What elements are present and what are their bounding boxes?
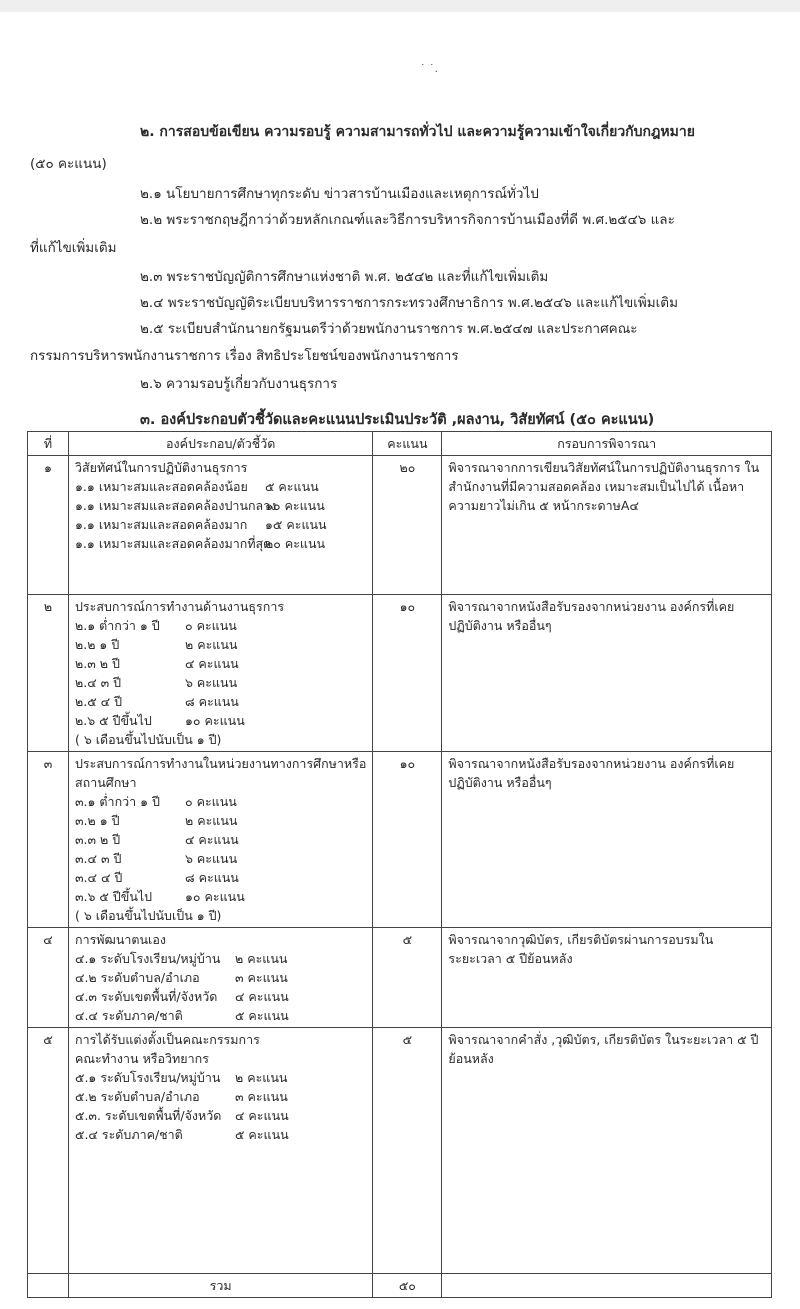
criteria-line: ปฏิบัติงาน หรืออื่นๆ xyxy=(448,775,552,790)
sub-item-points: ๘ คะแนน xyxy=(185,694,239,709)
table-header-row xyxy=(28,432,772,456)
section2-item: ๒.๓ พระราชบัญญัติการศึกษาแห่งชาติ พ.ศ. ๒๕๔๒ และที่แก้ไขเพิ่มเติม xyxy=(140,269,549,285)
sub-item-label: ๓.๖ ๕ ปีขึ้นไป xyxy=(75,889,153,904)
component-cell xyxy=(69,456,373,595)
sub-item-points: ๖ คะแนน xyxy=(185,851,238,866)
section2-item: ๒.๑ นโยบายการศึกษาทุกระดับ ข่าวสารบ้านเมืองและเหตุการณ์ทั่วไป xyxy=(140,186,539,202)
section2-heading: ๒. การสอบข้อเขียน ความรอบรู้ ความสามารถทั่วไป และความรู้ความเข้าใจเกี่ยวกับกฎหมาย xyxy=(140,124,695,140)
sub-item-label: ๔.๔ ระดับภาค/ชาติ xyxy=(75,1008,183,1023)
row-score: ๑๐ xyxy=(373,595,442,752)
criteria-line: พิจารณาจากหนังสือรับรองจากหน่วยงาน องค์กรที่เคย xyxy=(448,756,735,771)
section2-item: ที่แก้ไขเพิ่มเติม xyxy=(30,240,117,256)
section2-item: ๒.๔ พระราชบัญญัติระเบียบบริหารราชการกระทรวงศึกษาธิการ พ.ศ.๒๕๔๖ และแก้ไขเพิ่มเติม xyxy=(140,295,678,311)
row-number: ๔ xyxy=(28,928,69,1028)
sub-item-points: ๕ คะแนน xyxy=(235,1008,289,1023)
criteria-line: ปฏิบัติงาน หรืออื่นๆ xyxy=(448,618,552,633)
criteria-line: สำนักงานที่มีความสอดคล้อง เหมาะสมเป็นไปได้ เนื้อหา xyxy=(448,479,745,494)
sub-item-label: ๕.๔ ระดับภาค/ชาติ xyxy=(75,1127,183,1142)
sub-item-points: ๓ คะแนน xyxy=(235,1089,288,1104)
sub-item-label: ๒.๓ ๒ ปี xyxy=(75,656,120,671)
sub-item-label: ๒.๑ ต่ำกว่า ๑ ปี xyxy=(75,618,160,633)
criteria-cell xyxy=(442,595,772,752)
sub-item-label: ๓.๒ ๑ ปี xyxy=(75,813,120,828)
sub-item xyxy=(75,692,366,711)
sub-item-points: ๐ คะแนน xyxy=(185,618,237,633)
sub-item-label: ๕.๓. ระดับเขตพื้นที่/จังหวัด xyxy=(75,1108,222,1123)
sub-item-points: ๕ คะแนน xyxy=(235,1127,289,1142)
criteria-cell xyxy=(442,1028,772,1274)
sub-item-label: ๓.๓ ๒ ปี xyxy=(75,832,121,847)
row-score: ๒๐ xyxy=(373,456,442,595)
section2-item: ๒.๒ พระราชกฤษฎีกาว่าด้วยหลักเกณฑ์และวิธีการบริหารกิจการบ้านเมืองที่ดี พ.ศ.๒๕๔๖ และ xyxy=(140,212,675,228)
sub-item-label: ๕.๒ ระดับตำบล/อำเภอ xyxy=(75,1089,200,1104)
sub-item xyxy=(75,673,366,692)
sub-item-points: ๑๐ คะแนน xyxy=(265,498,325,513)
sub-item-label: ๑.๑ เหมาะสมและสอดคล้องมากที่สุด xyxy=(75,536,272,551)
sub-item xyxy=(75,1006,366,1025)
sub-item xyxy=(75,811,366,830)
sub-item-points: ๒ คะแนน xyxy=(185,637,238,652)
section3-heading: ๓. องค์ประกอบตัวชี้วัดและคะแนนประเมินประวัติ ,ผลงาน, วิสัยทัศน์ (๕๐ คะแนน) xyxy=(140,412,655,428)
table-row xyxy=(28,752,772,928)
sub-item xyxy=(75,654,366,673)
component-title: คณะทำงาน หรือวิทยากร xyxy=(75,1051,209,1066)
sub-item xyxy=(75,1068,366,1087)
component-cell xyxy=(69,1028,373,1274)
score-table xyxy=(27,431,772,1298)
sub-item-label: ๑.๑ เหมาะสมและสอดคล้องน้อย xyxy=(75,479,248,494)
row-number: ๓ xyxy=(28,752,69,928)
sub-item xyxy=(75,830,366,849)
sub-item-label: ๔.๑ ระดับโรงเรียน/หมู่บ้าน xyxy=(75,951,221,966)
criteria-cell xyxy=(442,456,772,595)
sub-item-label: ๓.๑ ต่ำกว่า ๑ ปี xyxy=(75,794,160,809)
col-header-no: ที่ xyxy=(28,432,69,456)
row-number: ๕ xyxy=(28,1028,69,1274)
sub-item-points: ๔ คะแนน xyxy=(185,656,239,671)
criteria-line: พิจารณาจากวุฒิบัตร, เกียรติบัตรผ่านการอบรมใน xyxy=(448,932,714,947)
sub-item xyxy=(75,949,366,968)
sub-item-points: ๓ คะแนน xyxy=(235,970,288,985)
sub-item xyxy=(75,1087,366,1106)
sub-item xyxy=(75,887,366,906)
component-cell xyxy=(69,752,373,928)
scan-top-edge xyxy=(0,0,800,12)
col-header-criteria: กรอบการพิจารณา xyxy=(442,432,772,456)
component-title: ประสบการณ์การทำงานในหน่วยงานทางการศึกษาหรือ xyxy=(75,756,367,771)
sub-item xyxy=(75,792,366,811)
criteria-cell xyxy=(442,928,772,1028)
sub-item-label: ๕.๑ ระดับโรงเรียน/หมู่บ้าน xyxy=(75,1070,221,1085)
sub-item xyxy=(75,616,366,635)
sub-item xyxy=(75,1125,366,1144)
table-row xyxy=(28,595,772,752)
sub-item-points: ๒ คะแนน xyxy=(235,951,288,966)
section2-heading-cont: (๕๐ คะแนน) xyxy=(30,156,107,172)
sub-item-label: ๑.๑ เหมาะสมและสอดคล้องปานกลาง xyxy=(75,498,277,513)
col-header-component: องค์ประกอบ/ตัวชี้วัด xyxy=(69,432,373,456)
sub-item xyxy=(75,968,366,987)
criteria-line: พิจารณาจากคำสั่ง ,วุฒิบัตร, เกียรติบัตร ในระยะเวลา ๕ ปี xyxy=(448,1032,759,1047)
sub-item-points: ๒ คะแนน xyxy=(235,1070,288,1085)
component-cell xyxy=(69,928,373,1028)
criteria-line: พิจารณาจากการเขียนวิสัยทัศน์ในการปฏิบัติงานธุรการ ใน xyxy=(448,460,760,475)
component-title: ประสบการณ์การทำงานด้านงานธุรการ xyxy=(75,599,285,614)
sub-item-points: ๒ คะแนน xyxy=(185,813,238,828)
sub-item-points: ๑๐ คะแนน xyxy=(185,889,245,904)
sub-item-label: ๔.๓ ระดับเขตพื้นที่/จังหวัด xyxy=(75,989,218,1004)
sub-item-points: ๘ คะแนน xyxy=(185,870,239,885)
sub-item-label: ๓.๔ ๓ ปี xyxy=(75,851,122,866)
component-title: สถานศึกษา xyxy=(75,775,137,790)
section2-item: กรรมการบริหารพนักงานราชการ เรื่อง สิทธิประโยชน์ของพนักงานราชการ xyxy=(30,348,459,364)
sub-item-label: ๒.๖ ๕ ปีขึ้นไป xyxy=(75,713,152,728)
total-label: รวม xyxy=(69,1274,373,1298)
row-score: ๑๐ xyxy=(373,752,442,928)
component-title: วิสัยทัศน์ในการปฏิบัติงานธุรการ xyxy=(75,460,248,475)
criteria-line: พิจารณาจากหนังสือรับรองจากหน่วยงาน องค์กรที่เคย xyxy=(448,599,735,614)
criteria-line: ย้อนหลัง xyxy=(448,1051,494,1066)
sub-item xyxy=(75,849,366,868)
sub-item-points: ๐ คะแนน xyxy=(185,794,237,809)
row-score: ๕ xyxy=(373,928,442,1028)
component-title: การได้รับแต่งตั้งเป็นคณะกรรมการ xyxy=(75,1032,260,1047)
sub-item-label: ๒.๔ ๓ ปี xyxy=(75,675,122,690)
sub-item-points: ๑๕ คะแนน xyxy=(265,517,327,532)
sub-item-points: ๕ คะแนน xyxy=(265,479,319,494)
sub-item xyxy=(75,1106,366,1125)
component-note: ( ๖ เดือนขึ้นไปนับเป็น ๑ ปี) xyxy=(75,908,222,923)
component-title: การพัฒนาตนเอง xyxy=(75,932,166,947)
row-number: ๑ xyxy=(28,456,69,595)
sub-item-points: ๔ คะแนน xyxy=(185,832,239,847)
sub-item-label: ๒.๕ ๔ ปี xyxy=(75,694,123,709)
sub-item-points: ๑๐ คะแนน xyxy=(185,713,245,728)
component-note: ( ๖ เดือนขึ้นไปนับเป็น ๑ ปี) xyxy=(75,732,222,747)
sub-item-label: ๑.๑ เหมาะสมและสอดคล้องมาก xyxy=(75,517,248,532)
col-header-score: คะแนน xyxy=(373,432,442,456)
sub-item-points: ๔ คะแนน xyxy=(235,989,289,1004)
sub-item xyxy=(75,496,366,515)
sub-item xyxy=(75,987,366,1006)
criteria-cell xyxy=(442,752,772,928)
table-row xyxy=(28,928,772,1028)
sub-item xyxy=(75,477,366,496)
sub-item-label: ๔.๒ ระดับตำบล/อำเภอ xyxy=(75,970,200,985)
total-row xyxy=(28,1274,772,1298)
scan-speck: ˙ ˙. xyxy=(420,62,438,75)
sub-item-points: ๖ คะแนน xyxy=(185,675,238,690)
criteria-line: ความยาวไม่เกิน ๕ หน้ากระดาษA๔ xyxy=(448,498,639,513)
sub-item-points: ๒๐ คะแนน xyxy=(265,536,326,551)
sub-item xyxy=(75,635,366,654)
section2-item: ๒.๕ ระเบียบสำนักนายกรัฐมนตรีว่าด้วยพนักงานราชการ พ.ศ.๒๕๔๗ และประกาศคณะ xyxy=(140,321,638,337)
component-cell xyxy=(69,595,373,752)
section2-item: ๒.๖ ความรอบรู้เกี่ยวกับงานธุรการ xyxy=(140,376,338,392)
total-score: ๕๐ xyxy=(373,1274,442,1298)
table-row xyxy=(28,1028,772,1274)
row-score: ๕ xyxy=(373,1028,442,1274)
sub-item xyxy=(75,711,366,730)
sub-item xyxy=(75,515,366,534)
sub-item-label: ๓.๔ ๔ ปี xyxy=(75,870,123,885)
sub-item xyxy=(75,868,366,887)
sub-item-points: ๔ คะแนน xyxy=(235,1108,289,1123)
table-row xyxy=(28,456,772,595)
sub-item xyxy=(75,534,366,553)
row-number: ๒ xyxy=(28,595,69,752)
sub-item-label: ๒.๒ ๑ ปี xyxy=(75,637,120,652)
criteria-line: ระยะเวลา ๕ ปีย้อนหลัง xyxy=(448,951,573,966)
